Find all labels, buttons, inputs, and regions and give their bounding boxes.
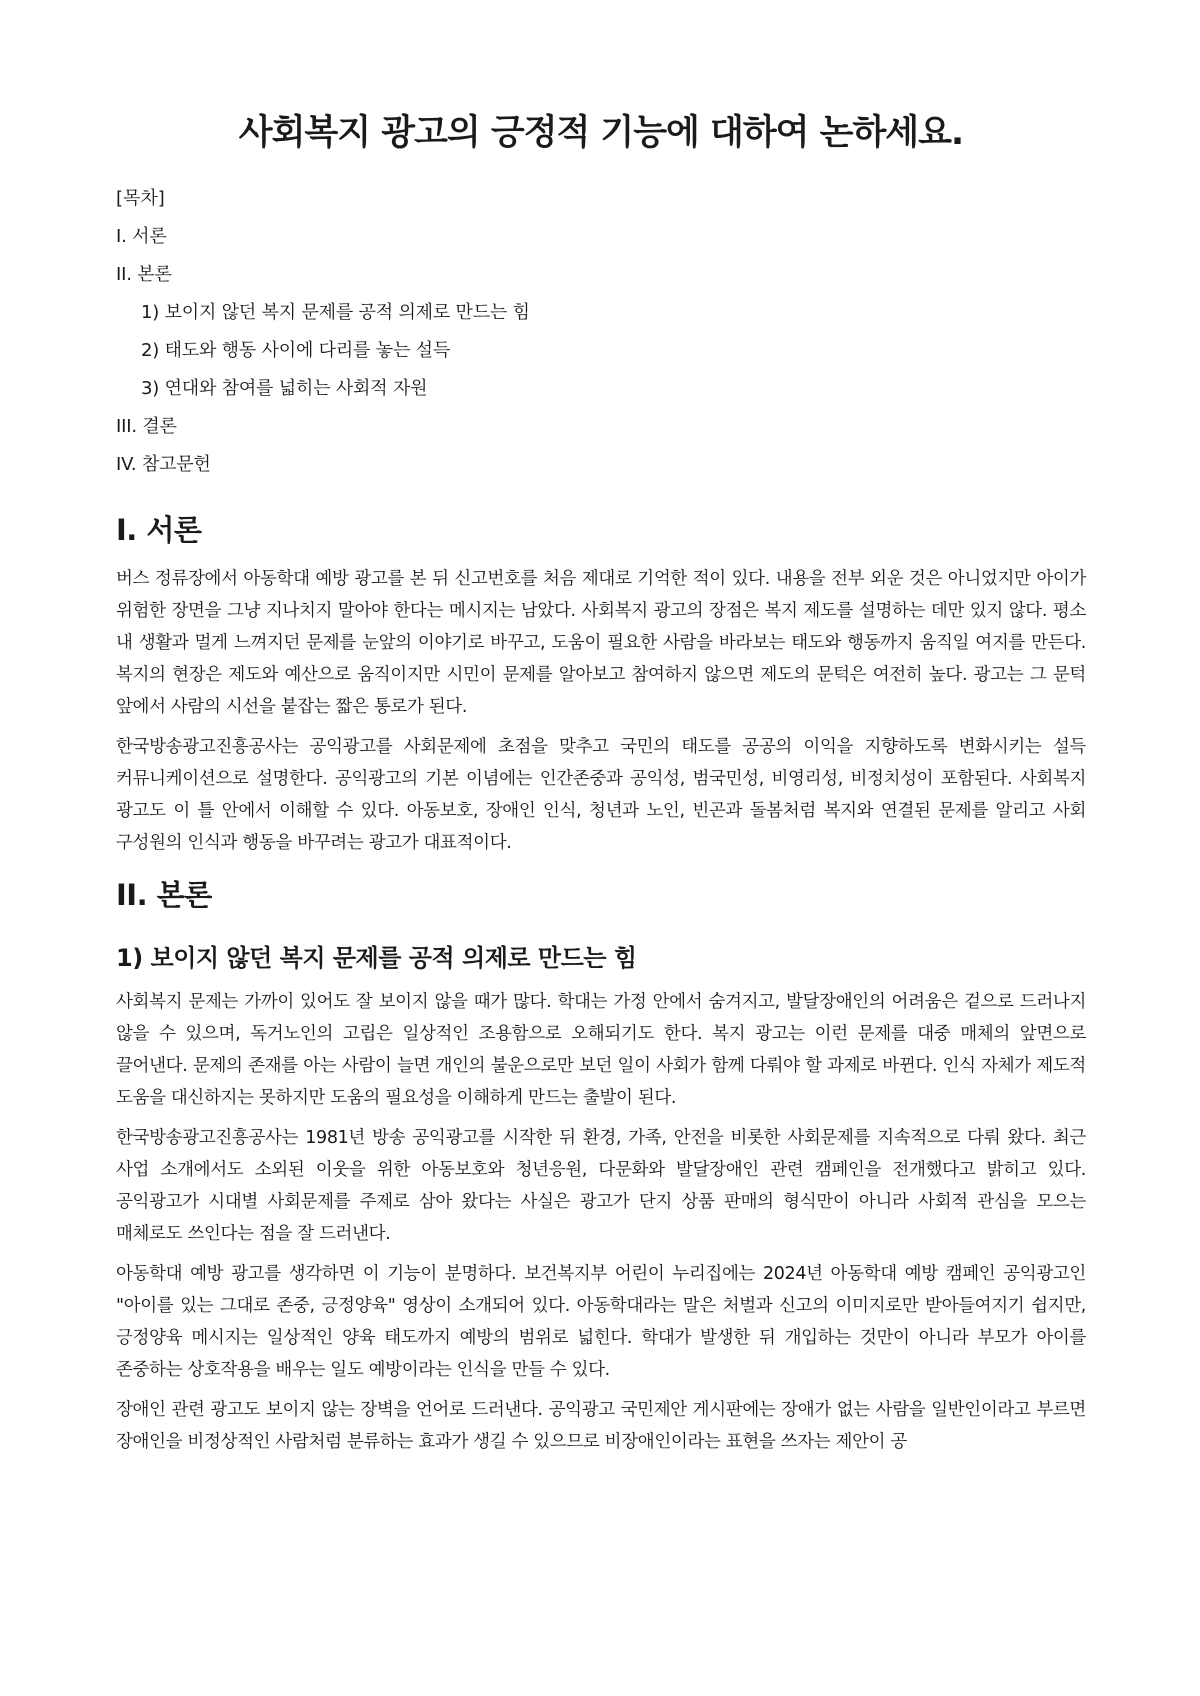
section-intro (116, 512, 1086, 860)
toc-item-body: II. 본론 (116, 263, 172, 285)
paragraph: 아동학대 예방 광고를 생각하면 이 기능이 분명하다. 보건복지부 어린이 누리집에는 2024년 아동학대 예방 캠페인 공익광고인 "아이를 있는 그대로 존중, 긍정양육" 영상이 소개되어 있다. 아동학대라는 말은 처벌과 신고의 이미지로만 받아들여지기 쉽지만, 긍정양육 메시지는 일상적인 양육 태도까지 예방의 범위로 넓힌다. 학대가 발생한 뒤 개입하는 것만이 아니라 부모가 아이를 존중하는 상호작용을 배우는 일도 예방이라는 인식을 만들 수 있다. (116, 1264, 1086, 1381)
paragraph: 장애인 관련 광고도 보이지 않는 장벽을 언어로 드러낸다. 공익광고 국민제안 게시판에는 장애가 없는 사람을 일반인이라고 부르면 장애인을 비정상적인 사람처럼 분류하는 효과가 생길 수 있으므로 비장애인이라는 표현을 쓰자는 제안이 공 (116, 1400, 1086, 1453)
paragraph: 한국방송광고진흥공사는 1981년 방송 공익광고를 시작한 뒤 환경, 가족, 안전을 비롯한 사회문제를 지속적으로 다뤄 왔다. 최근 사업 소개에서도 소외된 이웃을 위한 아동보호와 청년응원, 다문화와 발달장애인 관련 캠페인을 전개했다고 밝히고 있다. 공익광고가 시대별 사회문제를 주제로 삼아 왔다는 사실은 광고가 단지 상품 판매의 형식만이 아니라 사회적 관심을 모으는 매체로도 쓰인다는 점을 잘 드러낸다. (116, 1128, 1086, 1245)
section-heading-body: II. 본론 (116, 878, 212, 913)
paragraph: 버스 정류장에서 아동학대 예방 광고를 본 뒤 신고번호를 처음 제대로 기억한 적이 있다. 내용을 전부 외운 것은 아니었지만 아이가 위험한 장면을 그냥 지나치지 말아야 한다는 메시지는 남았다. 사회복지 광고의 장점은 복지 제도를 설명하는 데만 있지 않다. 평소 내 생활과 멀게 느껴지던 문제를 눈앞의 이야기로 바꾸고, 도움이 필요한 사람을 바라보는 태도와 행동까지 움직일 여지를 만든다. 복지의 현장은 제도와 예산으로 움직이지만 시민이 문제를 알아보고 참여하지 않으면 제도의 문턱은 여전히 높다. 광고는 그 문턱 앞에서 사람의 시선을 붙잡는 짧은 통로가 된다. (116, 569, 1086, 718)
toc-item-body-2: 2) 태도와 행동 사이에 다리를 놓는 설득 (141, 339, 451, 361)
toc-item-intro: I. 서론 (116, 225, 167, 247)
table-of-contents (116, 180, 1086, 484)
toc-item-body-3: 3) 연대와 참여를 넓히는 사회적 자원 (141, 377, 428, 399)
toc-item-references: IV. 참고문헌 (116, 453, 211, 475)
toc-item-body-1: 1) 보이지 않던 복지 문제를 공적 의제로 만드는 힘 (141, 301, 530, 323)
subsection-heading-1: 1) 보이지 않던 복지 문제를 공적 의제로 만드는 힘 (116, 944, 637, 973)
toc-heading: [목차] (116, 187, 165, 209)
section-body (116, 877, 1086, 1458)
paragraph: 사회복지 문제는 가까이 있어도 잘 보이지 않을 때가 많다. 학대는 가정 안에서 숨겨지고, 발달장애인의 어려움은 겉으로 드러나지 않을 수 있으며, 독거노인의 고립은 일상적인 조용함으로 오해되기도 한다. 복지 광고는 이런 문제를 대중 매체의 앞면으로 끌어낸다. 문제의 존재를 아는 사람이 늘면 개인의 불운으로만 보던 일이 사회가 함께 다뤄야 할 과제로 바뀐다. 인식 자체가 제도적 도움을 대신하지는 못하지만 도움의 필요성을 이해하게 만드는 출발이 된다. (116, 992, 1086, 1109)
toc-item-conclusion: III. 결론 (116, 415, 177, 437)
toc-list (116, 218, 1086, 484)
section-heading-intro: I. 서론 (116, 512, 202, 547)
document-title: 사회복지 광고의 긍정적 기능에 대하여 논하세요. (238, 113, 964, 153)
paragraph: 한국방송광고진흥공사는 공익광고를 사회문제에 초점을 맞추고 국민의 태도를 공공의 이익을 지향하도록 변화시키는 설득 커뮤니케이션으로 설명한다. 공익광고의 기본 이념에는 인간존중과 공익성, 범국민성, 비영리성, 비정치성이 포함된다. 사회복지 광고도 이 틀 안에서 이해할 수 있다. 아동보호, 장애인 인식, 청년과 노인, 빈곤과 돌봄처럼 복지와 연결된 문제를 알리고 사회 구성원의 인식과 행동을 바꾸려는 광고가 대표적이다. (116, 737, 1086, 854)
